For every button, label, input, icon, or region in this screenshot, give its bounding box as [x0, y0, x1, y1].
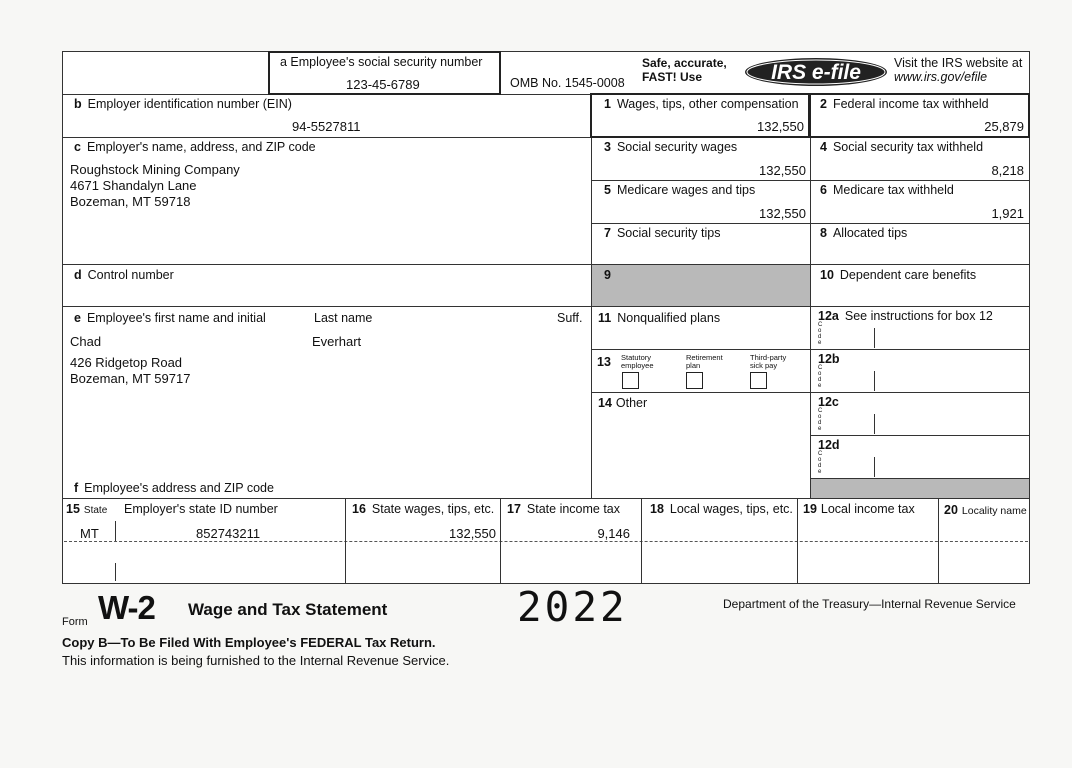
statutory-employee-checkbox[interactable]	[622, 372, 639, 389]
box-b-label: b Employer identification number (EIN)	[74, 97, 292, 111]
box18-label: 18 Local wages, tips, etc.	[650, 502, 793, 516]
omb-number: OMB No. 1545-0008	[510, 76, 625, 90]
box9-shade	[592, 265, 810, 306]
grid-line	[500, 498, 501, 584]
box2-value: 25,879	[984, 119, 1024, 134]
employer-address1: 4671 Shandalyn Lane	[70, 178, 197, 193]
last-name-label: Last name	[314, 311, 373, 325]
irs-department: Department of the Treasury—Internal Revenue Service	[723, 597, 1016, 611]
box12b-label: 12b	[818, 352, 840, 366]
box12a-label: 12a See instructions for box 12	[818, 309, 993, 323]
ssn-value: 123-45-6789	[346, 77, 420, 92]
box10-label: 10 Dependent care benefits	[820, 268, 977, 282]
box16-label: 16 State wages, tips, etc.	[352, 502, 495, 516]
box1-value: 132,550	[757, 119, 804, 134]
box12c-label: 12c	[818, 395, 839, 409]
box5-value: 132,550	[759, 206, 806, 221]
grid-line	[641, 498, 642, 584]
box6-label: 6 Medicare tax withheld	[820, 183, 954, 197]
safe-accurate-text: Safe, accurate,	[642, 56, 727, 70]
box4-value: 8,218	[991, 163, 1024, 178]
grid-line	[810, 94, 811, 498]
box-f-label: f Employee's address and ZIP code	[74, 481, 274, 495]
ssn-label: a Employee's social security number	[280, 55, 483, 69]
fast-use-text: FAST! Use	[642, 70, 703, 84]
box5-label: 5 Medicare wages and tips	[604, 183, 756, 197]
box12a-divider	[874, 328, 875, 348]
copy-b-notice: Copy B—To Be Filed With Employee's FEDERAL Tax Return.	[62, 635, 436, 650]
grid-line	[62, 498, 1030, 499]
box1-label: 1 Wages, tips, other compensation	[604, 97, 799, 111]
box6-value: 1,921	[991, 206, 1024, 221]
retirement-plan-label: Retirement plan	[686, 353, 723, 370]
grid-line	[345, 498, 346, 584]
grid-line	[810, 435, 1030, 436]
box12d-label: 12d	[818, 438, 840, 452]
box2-label: 2 Federal income tax withheld	[820, 97, 989, 111]
box12a-code-label: C o d e	[818, 322, 823, 346]
visit-irs-text: Visit the IRS website at	[894, 56, 1023, 70]
grid-line	[115, 563, 116, 581]
box8-label: 8 Allocated tips	[820, 226, 908, 240]
box-c-label: c Employer's name, address, and ZIP code	[74, 140, 316, 154]
box12d-code-label: C o d e	[818, 451, 823, 475]
grid-line	[938, 498, 939, 584]
box19-label: 19 Local income tax	[803, 502, 915, 516]
form-title: Wage and Tax Statement	[188, 600, 388, 619]
box20-label: 20 Locality name	[944, 503, 1027, 517]
box9-label: 9	[604, 268, 611, 282]
box3-label: 3 Social security wages	[604, 140, 738, 154]
suffix-label: Suff.	[557, 311, 583, 325]
third-party-sick-pay-label: Third-party sick pay	[750, 353, 787, 370]
irs-furnished-notice: This information is being furnished to the Internal Revenue Service.	[62, 653, 450, 668]
irs-efile-url: www.irs.gov/efile	[894, 70, 988, 84]
grid-line	[797, 498, 798, 584]
box12c-divider	[874, 414, 875, 434]
form-word: Form	[62, 616, 88, 628]
box-e-label: e Employee's first name and initial	[74, 311, 266, 325]
retirement-plan-checkbox[interactable]	[686, 372, 703, 389]
state-tax-value: 9,146	[597, 526, 630, 541]
box12b-code-label: C o d e	[818, 365, 823, 389]
ein-value: 94-5527811	[292, 119, 361, 134]
box7-label: 7 Social security tips	[604, 226, 721, 240]
employee-first-name: Chad	[70, 334, 102, 349]
tax-year: 2022	[517, 583, 628, 631]
employer-address2: Bozeman, MT 59718	[70, 194, 191, 209]
grid-line	[62, 306, 1030, 307]
state-id-value: 852743211	[196, 526, 261, 541]
box-d-label: d Control number	[74, 268, 174, 282]
employee-address1: 426 Ridgetop Road	[70, 355, 183, 370]
third-party-sick-pay-checkbox[interactable]	[750, 372, 767, 389]
box17-label: 17 State income tax	[507, 502, 621, 516]
state-code: MT	[80, 526, 99, 541]
box12c-code-label: C o d e	[818, 408, 823, 432]
grid-line	[64, 541, 1028, 542]
grid-line	[62, 264, 1030, 265]
statutory-employee-label: Statutory employee	[621, 353, 654, 370]
employee-last-name: Everhart	[312, 334, 362, 349]
box12d-divider	[874, 457, 875, 477]
box11-label: 11 Nonqualified plans	[598, 311, 721, 325]
box12b-divider	[874, 371, 875, 391]
employee-address2: Bozeman, MT 59717	[70, 371, 191, 386]
efile-logo	[744, 57, 888, 87]
box4-label: 4 Social security tax withheld	[820, 140, 984, 154]
employer-name: Roughstock Mining Company	[70, 162, 240, 177]
box13-label: 13	[597, 355, 611, 369]
box3-value: 132,550	[759, 163, 806, 178]
efile-logo-text: IRS e-file	[771, 61, 861, 84]
form-name: W-2	[98, 589, 155, 626]
box14-label: 14 Other	[598, 396, 648, 410]
state-id-label: Employer's state ID number	[124, 502, 278, 516]
box15-label: 15 State	[66, 502, 108, 516]
grid-line	[115, 521, 116, 541]
state-wages-value: 132,550	[449, 526, 496, 541]
box12-bottom-shade	[811, 479, 1029, 498]
